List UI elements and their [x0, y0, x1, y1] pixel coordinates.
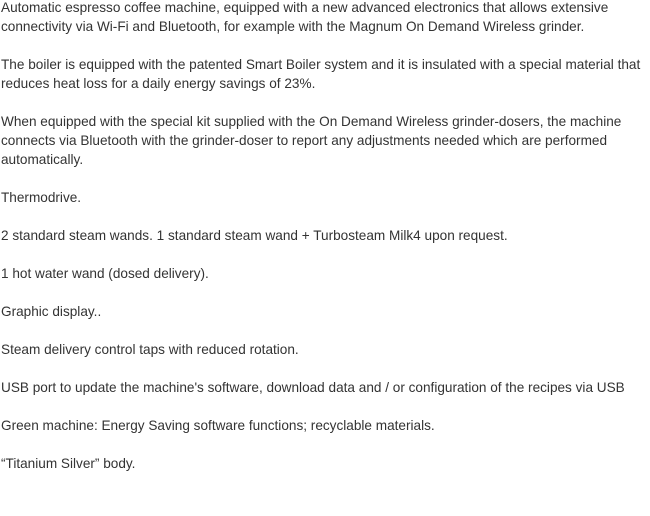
description-paragraph-hot-water-wand: 1 hot water wand (dosed delivery).	[1, 266, 209, 281]
description-paragraph-body-finish: “Titanium Silver” body.	[1, 456, 136, 471]
description-paragraph-graphic-display: Graphic display..	[1, 304, 102, 319]
description-paragraph-thermodrive: Thermodrive.	[1, 190, 82, 205]
description-paragraph-steam-taps: Steam delivery control taps with reduced rotation.	[1, 342, 299, 357]
description-paragraph-green-machine: Green machine: Energy Saving software functions; recyclable materials.	[1, 418, 435, 433]
description-paragraph-steam-wands: 2 standard steam wands. 1 standard steam wand + Turbosteam Milk4 upon request.	[1, 228, 508, 243]
description-paragraph-connectivity: Automatic espresso coffee machine, equipped with a new advanced electronics that allows extensive connectivity via Wi-Fi and Bluetooth, for example with the Magnum On Demand Wireless grinder.	[1, 0, 609, 34]
description-paragraph-boiler: The boiler is equipped with the patented Smart Boiler system and it is insulated with a special material that reduces heat loss for a daily energy savings of 23%.	[1, 57, 641, 91]
description-paragraph-grinder-kit: When equipped with the special kit supplied with the On Demand Wireless grinder-dosers, the machine connects via Bluetooth with the grinder-doser to report any adjustments needed which are performed automatically.	[1, 114, 622, 167]
description-paragraph-usb-port: USB port to update the machine's software, download data and / or configuration of the recipes via USB	[1, 380, 625, 395]
